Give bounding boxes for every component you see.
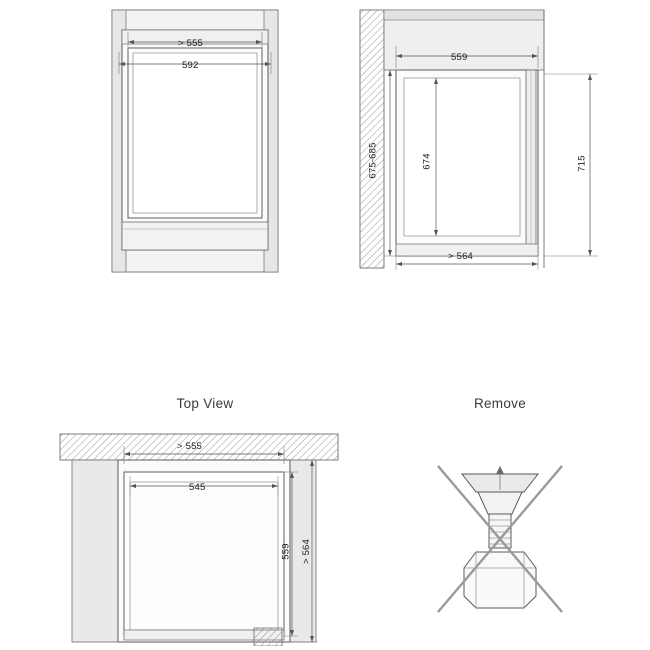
dim-top-appliance-depth: 559 xyxy=(280,543,292,560)
front-view-panel xyxy=(100,8,290,276)
dim-side-inner-height: 674 xyxy=(421,153,433,170)
dim-side-overall-height: 715 xyxy=(576,155,588,172)
dim-front-opening-width-min: > 555 xyxy=(178,38,204,49)
top-view-title: Top View xyxy=(176,396,234,411)
remove-illustration xyxy=(420,452,580,622)
top-view-drawing xyxy=(58,424,340,646)
dim-side-niche-height-range: 675-685 xyxy=(367,142,379,179)
dim-side-niche-depth-min: > 564 xyxy=(448,251,474,262)
remove-title: Remove xyxy=(473,396,527,411)
remove-panel xyxy=(420,452,580,622)
dim-side-appliance-depth: 559 xyxy=(451,52,468,63)
side-view-panel xyxy=(358,8,624,276)
dim-front-appliance-width: 592 xyxy=(182,60,199,71)
dim-top-inner-width: 545 xyxy=(189,482,206,493)
side-view-drawing xyxy=(358,8,624,276)
dim-top-opening-width-min: > 555 xyxy=(177,441,203,452)
dim-top-niche-depth-min: > 564 xyxy=(301,538,313,565)
top-view-panel xyxy=(58,424,340,646)
